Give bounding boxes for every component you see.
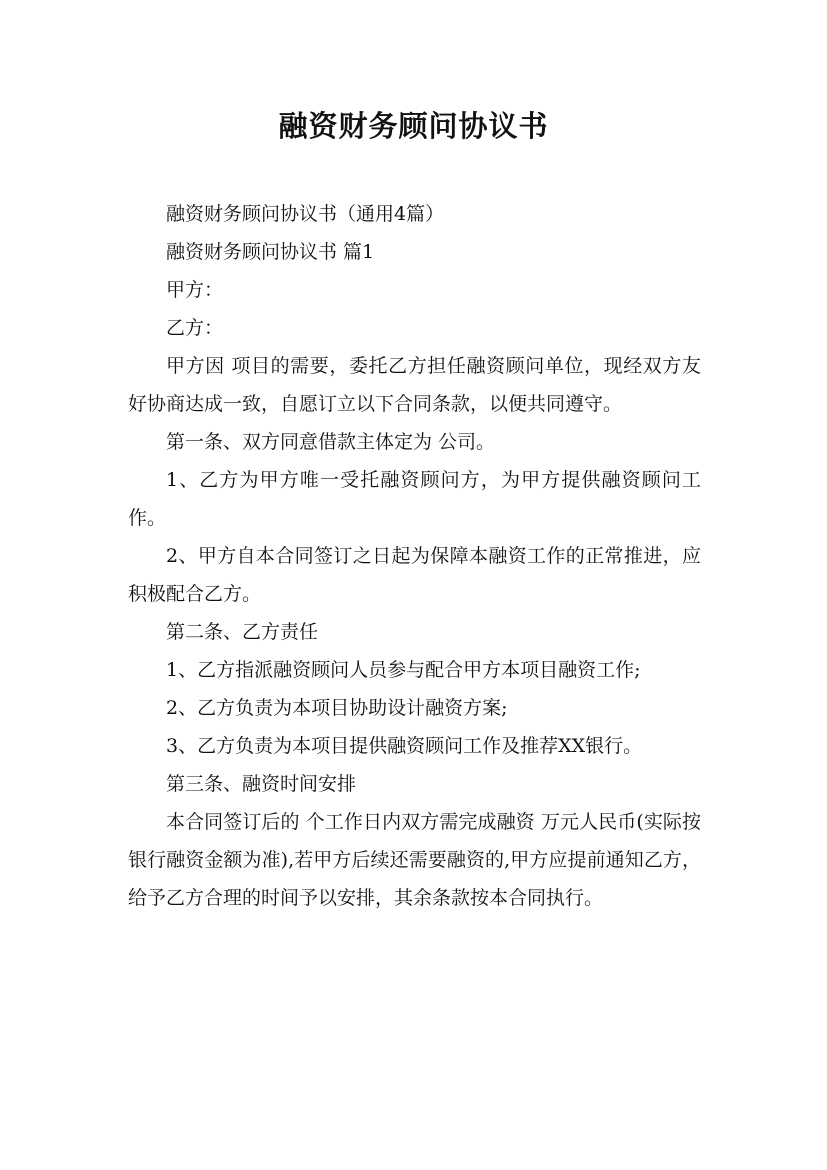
paragraph-article-2: 第二条、乙方责任	[166, 621, 319, 643]
document-body	[128, 195, 701, 917]
paragraph-section-heading: 融资财务顾问协议书 篇1	[166, 241, 375, 263]
paragraph-article-1: 第一条、双方同意借款主体定为 公司。	[166, 431, 496, 453]
paragraph-article-1-item-1: 1、乙方为甲方唯一受托融资顾问方，为甲方提供融资顾问工作。	[128, 469, 701, 529]
paragraph-article-1-item-2: 2、甲方自本合同签订之日起为保障本融资工作的正常推进，应积极配合乙方。	[128, 545, 701, 605]
paragraph-intro: 甲方因 项目的需要，委托乙方担任融资顾问单位，现经双方友好协商达成一致，自愿订立以下合同条款，以便共同遵守。	[128, 355, 701, 415]
paragraph-subtitle: 融资财务顾问协议书（通用4篇）	[166, 203, 445, 225]
paragraph-article-2-item-3: 3、乙方负责为本项目提供融资顾问工作及推荐XX银行。	[166, 735, 643, 757]
paragraph-article-3: 第三条、融资时间安排	[166, 773, 357, 795]
paragraph-party-a: 甲方：	[166, 279, 224, 301]
document-title: 融资财务顾问协议书	[278, 109, 549, 143]
paragraph-article-2-item-2: 2、乙方负责为本项目协助设计融资方案;	[166, 697, 508, 719]
paragraph-article-2-item-1: 1、乙方指派融资顾问人员参与配合甲方本项目融资工作;	[166, 659, 641, 681]
paragraph-party-b: 乙方：	[166, 317, 224, 339]
paragraph-article-3-body: 本合同签订后的 个工作日内双方需完成融资 万元人民币(实际按银行融资金额为准),若甲方后续还需要融资的,甲方应提前通知乙方，给予乙方合理的时间予以安排，其余条款按本合同执行。	[128, 811, 701, 909]
